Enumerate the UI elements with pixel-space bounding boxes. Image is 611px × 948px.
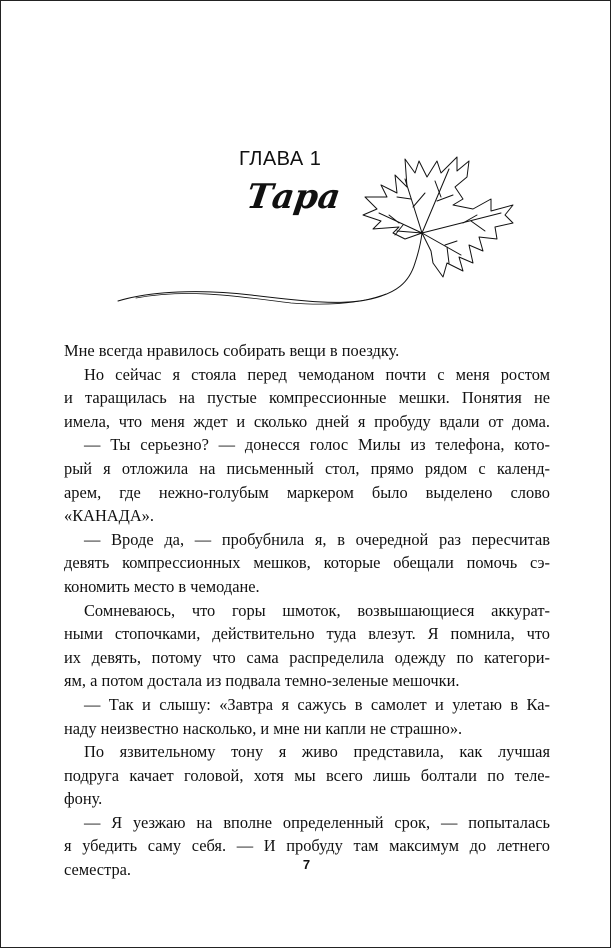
chapter-label: ГЛАВА 1 bbox=[239, 148, 322, 170]
maple-leaf-icon bbox=[1, 1, 611, 321]
text-line: подруга качает головой, хотя мы всего лишь болтали по теле- bbox=[64, 765, 550, 785]
text-line: ными стопочками, действительно туда влезут. Я помнила, что bbox=[64, 624, 550, 644]
text-line: фону. bbox=[64, 789, 103, 809]
text-line: Мне всегда нравилось собирать вещи в поездку. bbox=[64, 341, 400, 360]
text-line: арем, где нежно-голубым маркером было выделено слово bbox=[64, 482, 550, 502]
text-line: «КАНАДА». bbox=[64, 506, 154, 526]
text-line: — Так и слышу: «Завтра я сажусь в самолет и улетаю в Ка- bbox=[84, 694, 550, 714]
text-line: рый я отложила на письменный стол, прямо рядом с календ- bbox=[64, 458, 550, 478]
text-line: наду неизвестно насколько, и мне ни капли не страшно». bbox=[64, 718, 463, 738]
text-line: кономить место в чемодане. bbox=[64, 576, 260, 596]
text-line: и таращилась на пустые компрессионные мешки. Понятия не bbox=[64, 388, 550, 408]
text-line: девять компрессионных мешков, которые обещали помочь сэ- bbox=[64, 553, 550, 573]
text-line: их девять, потому что сама распределила одежду по категори- bbox=[64, 647, 550, 667]
text-line: имела, что меня ждет и сколько дней я пробуду вдали от дома. bbox=[64, 411, 550, 431]
text-line: я убедить саму себя. — И пробуду там максимум до летнего bbox=[64, 836, 550, 856]
text-line: — Ты серьезно? — донесся голос Милы из телефона, кото- bbox=[84, 435, 550, 455]
chapter-body-text bbox=[64, 339, 550, 882]
text-line: — Вроде да, — пробубнила я, в очередной раз пересчитав bbox=[84, 529, 550, 549]
text-line: — Я уезжаю на вполне определенный срок, — попыталась bbox=[84, 812, 550, 832]
page-number: 7 bbox=[302, 857, 311, 872]
chapter-title: Тара bbox=[244, 177, 343, 217]
text-line: Но сейчас я стояла перед чемоданом почти с меня ростом bbox=[84, 364, 550, 384]
text-line: По язвительному тону я живо представила, как лучшая bbox=[84, 742, 550, 762]
text-line: Сомневаюсь, что горы шмоток, возвышающиеся аккурат- bbox=[84, 600, 550, 620]
text-line: семестра. bbox=[64, 860, 132, 880]
text-line: ям, а потом достала из подвала темно-зеленые мешочки. bbox=[64, 671, 460, 691]
